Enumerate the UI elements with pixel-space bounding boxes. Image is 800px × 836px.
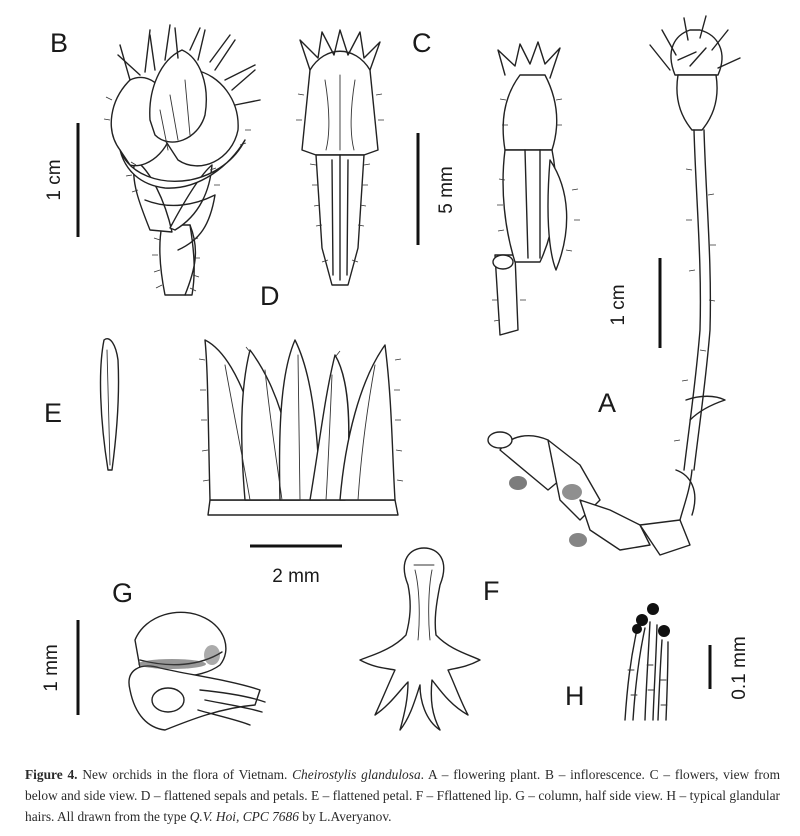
panel-label-a: A [598, 388, 617, 418]
figure-caption [25, 765, 780, 827]
column-drawing [129, 612, 265, 730]
scale-label-g: 1 mm [41, 644, 62, 692]
caption-lead: New orchids in the flora of Vietnam. [82, 767, 288, 782]
inflorescence-drawing [104, 25, 260, 295]
panel-label-b: B [50, 28, 69, 58]
caption-species: Cheirostylis glandulosa [292, 767, 421, 782]
caption-text-1: . A – flowering plant. B – inflorescence. C – flowers, view from below and side view. D – flattened sepals and petals. E – flattened petal. F – Fflattened lip. G – column, half side view. H – typical glandular hairs. All drawn from the type [25, 767, 780, 824]
scale-label-b: 1 cm [44, 159, 65, 201]
panel-label-g: G [112, 578, 134, 608]
caption-type-ref: Q.V. Hoi, CPC 7686 [189, 808, 299, 824]
scale-label-h: 0.1 mm [729, 636, 750, 700]
panel-label-e: E [44, 398, 63, 428]
scale-label-a: 1 cm [608, 284, 629, 326]
caption-label: Figure 4. [25, 767, 78, 782]
panel-label-h: H [565, 681, 585, 711]
panel-label-d: D [260, 281, 280, 311]
glandular-hairs-drawing [625, 603, 670, 720]
caption-text-2: by L.Averyanov. [302, 808, 392, 824]
flattened-sepals-petals-drawing [199, 340, 403, 515]
panel-label-f: F [483, 576, 500, 606]
scale-label-d: 2 mm [272, 566, 320, 587]
flower-side-view-drawing [492, 42, 580, 335]
panel-label-c: C [412, 28, 432, 58]
flattened-lip-drawing [360, 548, 480, 730]
flower-below-view-drawing [296, 30, 384, 285]
scale-label-c: 5 mm [436, 166, 457, 214]
